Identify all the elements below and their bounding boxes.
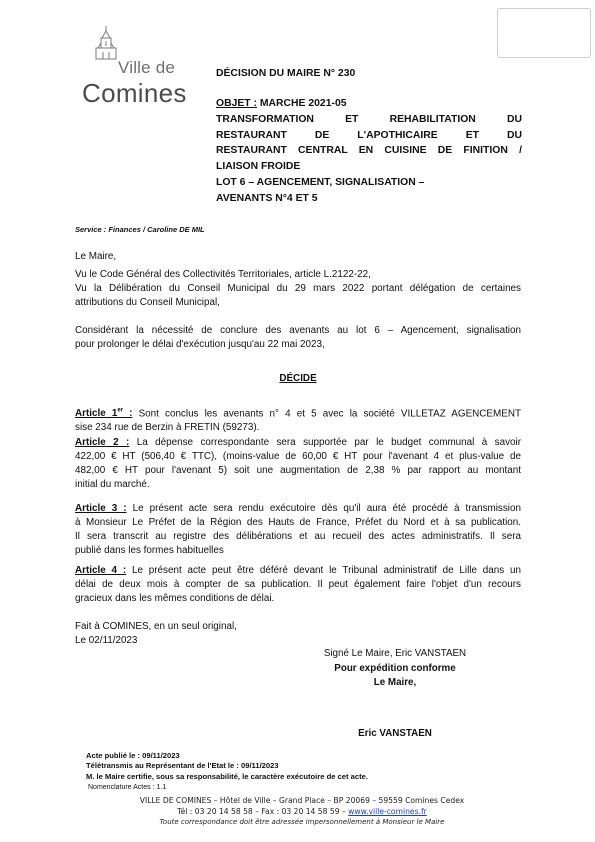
considerant-line: Considérant la nécessité de conclure des avenants au lot 6 – Agencement, signalisation bbox=[75, 325, 521, 336]
article-1-text: Sont conclus les avenants n° 4 et 5 avec la société VILLETAZ AGENCEMENT bbox=[132, 408, 521, 420]
correspondance-line: Toute correspondance doit être adressée impersonnellement à Monsieur le Maire bbox=[159, 818, 445, 827]
article-2-text: 482,00 € HT pour l'avenant 5) soit une augmentation de 2,38 % par rapport au montant bbox=[75, 465, 521, 476]
website-link[interactable]: www.ville-comines.fr bbox=[348, 806, 427, 816]
vu-line: attributions du Conseil Municipal, bbox=[75, 297, 220, 308]
article-2-label: Article 2 : bbox=[75, 437, 130, 448]
vu-line: Vu le Code Général des Collectivités Territoriales, article L.2122-22, bbox=[75, 269, 371, 280]
article-3-text: à Monsieur Le Préfet de la Région des Hauts de France, Préfet du Nord et à sa publication. bbox=[75, 517, 521, 528]
mayor-name: Eric VANSTAEN bbox=[358, 728, 432, 739]
article-4-label: Article 4 : bbox=[75, 565, 127, 576]
town-hall-icon bbox=[92, 26, 120, 60]
article-1-text: sise 234 rue de Berzin à FRETIN (59273). bbox=[75, 422, 260, 434]
objet-line: AVENANTS N°4 ET 5 bbox=[216, 192, 318, 204]
signature-block bbox=[300, 647, 490, 691]
article-3 bbox=[75, 502, 521, 558]
article-1-label: Article 1er : bbox=[75, 408, 133, 420]
acte-publie: Acte publié le : 09/11/2023 bbox=[86, 751, 180, 760]
address-line: VILLE DE COMINES – Hôtel de Ville – Grand Place – BP 20069 – 59559 Comines Cedex bbox=[139, 796, 465, 805]
signe-line: Signé Le Maire, Eric VANSTAEN bbox=[323, 648, 467, 659]
article-4 bbox=[75, 564, 521, 606]
decide-heading bbox=[75, 372, 521, 386]
objet-label: OBJET : bbox=[216, 98, 257, 109]
objet-block bbox=[216, 96, 522, 207]
fait-line: Fait à COMINES, en un seul original, bbox=[75, 621, 237, 632]
footer-address bbox=[92, 796, 512, 828]
date-line: Le 02/11/2023 bbox=[75, 635, 138, 646]
article-3-text: publié dans les formes habituelles bbox=[75, 545, 224, 556]
vu-paragraphs bbox=[75, 268, 521, 310]
objet-line: RESTAURANT CENTRAL EN CUISINE DE FINITION / bbox=[216, 145, 522, 157]
decision-title: DÉCISION DU MAIRE N° 230 bbox=[216, 68, 356, 79]
decide-text: DÉCIDE bbox=[279, 373, 317, 384]
logo-text-comines: Comines bbox=[82, 78, 187, 108]
objet-line: LOT 6 – AGENCEMENT, SIGNALISATION – bbox=[216, 176, 425, 188]
article-2-text: La dépense correspondante sera supportée par le budget communal à savoir bbox=[129, 437, 521, 448]
nomenclature: Nomenclature Actes : 1.1 bbox=[88, 784, 167, 791]
objet-line: RESTAURANT DE L'APOTHICAIRE ET DU bbox=[216, 129, 522, 141]
stamp-box bbox=[497, 8, 591, 58]
article-2-text: initial du marché. bbox=[75, 479, 150, 490]
fait-a bbox=[75, 620, 521, 648]
le-maire-intro: Le Maire, bbox=[75, 251, 117, 262]
article-1 bbox=[75, 404, 521, 435]
pour-expedition: Pour expédition conforme bbox=[334, 662, 456, 674]
article-4-text: Le présent acte peut être déféré devant le Tribunal administratif de Lille dans un bbox=[126, 565, 521, 576]
footer-meta bbox=[86, 751, 368, 782]
article-2-text: 422,00 € HT (506,40 € TTC), (moins-value de 60,00 € HT pour l'avenant 4 et plus-value de bbox=[75, 451, 521, 462]
article-2 bbox=[75, 436, 521, 492]
logo-text-ville: Ville de bbox=[118, 58, 176, 77]
objet-line: TRANSFORMATION ET REHABILITATION DU bbox=[216, 113, 522, 125]
considerant-paragraph bbox=[75, 324, 521, 352]
certification: M. le Maire certifie, sous sa responsabilité, le caractère exécutoire de cet acte. bbox=[86, 771, 368, 781]
objet-line: LIAISON FROIDE bbox=[216, 161, 301, 173]
considerant-line: pour prolonger le délai d'exécution jusqu'au 22 mai 2023, bbox=[75, 339, 325, 350]
vu-line: Vu la Délibération du Conseil Municipal du 29 mars 2022 portant délégation de certaines bbox=[75, 283, 521, 294]
le-maire-sign: Le Maire, bbox=[373, 677, 417, 688]
article-4-text: délai de deux mois à compter de sa publication. Il peut également faire l'objet d'un recours bbox=[75, 579, 521, 590]
objet-line: MARCHE 2021-05 bbox=[257, 98, 347, 109]
article-4-text: gracieux dans les mêmes conditions de délai. bbox=[75, 593, 275, 604]
article-3-text: Le présent acte sera rendu exécutoire dès qu'il aura été procédé à transmission bbox=[126, 503, 521, 514]
ville-de-comines-logo bbox=[78, 24, 196, 108]
contact-line: Tél : 03 20 14 58 58 – Fax : 03 20 14 58 59 – www.ville-comines.fr bbox=[177, 806, 427, 816]
article-3-label: Article 3 : bbox=[75, 503, 127, 514]
teletransmis: Télétransmis au Représentant de l'Etat le : 09/11/2023 bbox=[86, 761, 279, 771]
article-3-text: Il sera transcrit au registre des délibérations et au recueil des actes administratifs. Il sera bbox=[75, 531, 521, 542]
service-line: Service : Finances / Caroline DE MIL bbox=[75, 225, 205, 234]
